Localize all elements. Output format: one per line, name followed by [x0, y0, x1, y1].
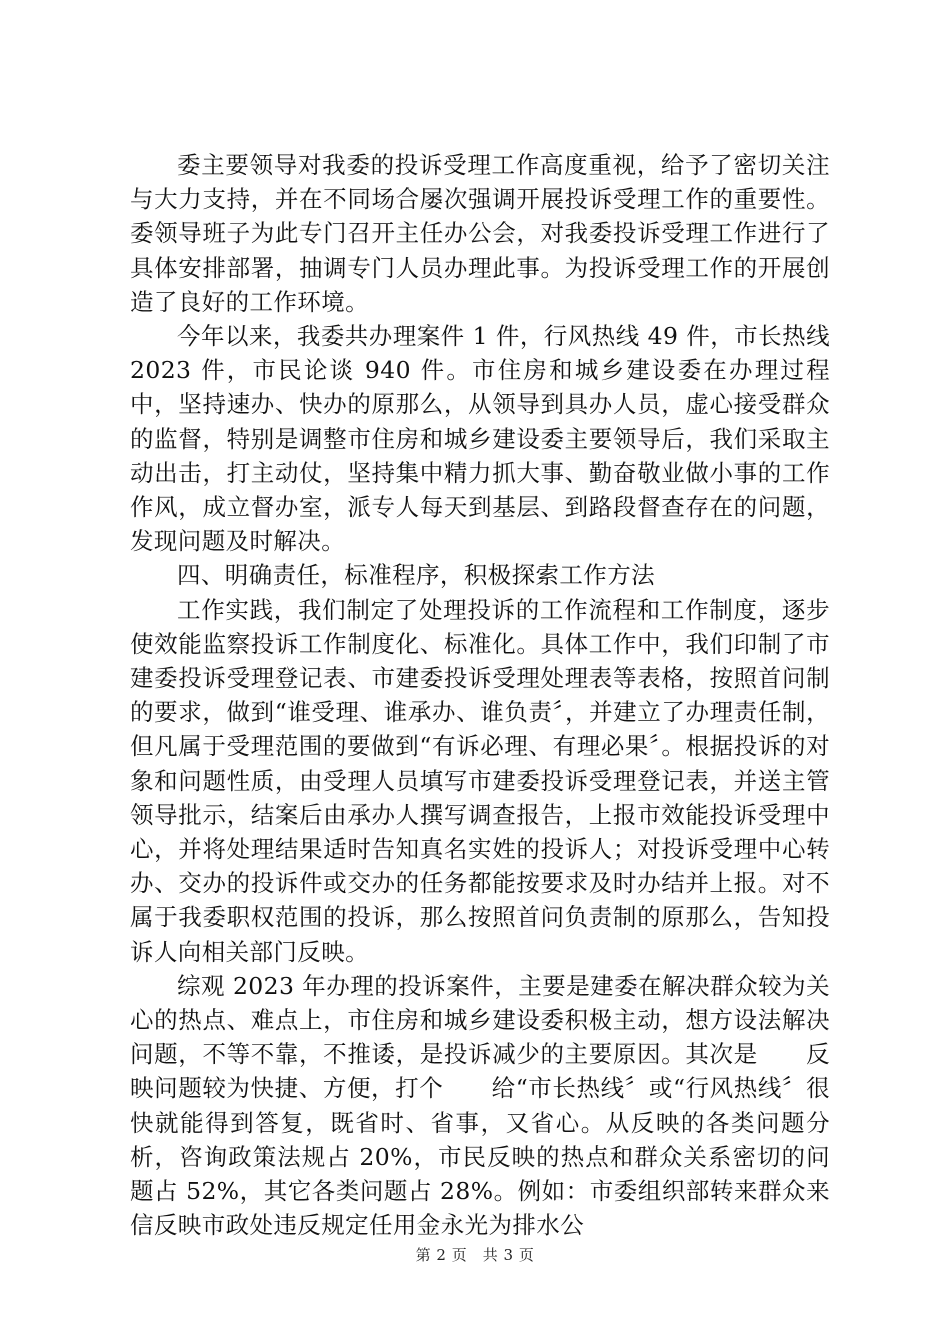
document-body — [130, 148, 830, 1243]
paragraph-4: 综观 2023 年办理的投诉案件，主要是建委在解决群众较为关心的热点、难点上，市住房和城乡建设委积极主动，想方设法解决问题，不等不靠，不推诿，是投诉减少的主要原因。其次是 反映问题较为快捷、方便，打个 给“市长热线〞或“行风热线〞很快就能得到答复，既省时、省事，又省心。从反映的各类问题分析，咨询政策法规占 20%，市民反映的热点和群众关系密切的问题占 52%，其它各类问题占 28%。例如：市委组织部转来群众来信反映市政处违反规定任用金永光为排水公 — [130, 971, 830, 1240]
section-heading: 四、明确责任，标准程序，积极探索工作方法 — [177, 561, 655, 590]
paragraph-1: 委主要领导对我委的投诉受理工作高度重视，给予了密切关注与大力支持，并在不同场合屡次强调开展投诉受理工作的重要性。委领导班子为此专门召开主任办公会，对我委投诉受理工作进行了具体安排部署，抽调专门人员办理此事。为投诉受理工作的开展创造了良好的工作环境。 — [130, 151, 830, 316]
paragraph-3: 工作实践，我们制定了处理投诉的工作流程和工作制度，逐步使效能监察投诉工作制度化、标准化。具体工作中，我们印制了市建委投诉受理登记表、市建委投诉受理处理表等表格，按照首问制的要求，做到“谁受理、谁承办、谁负责〞，并建立了办理责任制，但凡属于受理范围的要做到“有诉必理、有理必果〞。根据投诉的对象和问题性质，由受理人员填写市建委投诉受理登记表，并送主管领导批示，结案后由承办人撰写调查报告，上报市效能投诉受理中心，并将处理结果适时告知真名实姓的投诉人；对投诉受理中心转办、交办的投诉件或交办的任务都能按要求及时办结并上报。对不属于我委职权范围的投诉，那么按照首问负责制的原那么，告知投诉人向相关部门反映。 — [130, 595, 830, 966]
page-number-footer: 第 2 页 共 3 页 — [415, 1246, 535, 1264]
paragraph-2: 今年以来，我委共办理案件 1 件，行风热线 49 件，市长热线 2023 件，市民论谈 940 件。市住房和城乡建设委在办理过程中，坚持速办、快办的原那么，从领导到具办人员，虚心接受群众的监督，特别是调整市住房和城乡建设委主要领导后，我们采取主动出击，打主动仗，坚持集中精力抓大事、勤奋敬业做小事的工作作风，成立督办室，派专人每天到基层、到路段督查存在的问题，发现问题及时解决。 — [130, 322, 830, 556]
